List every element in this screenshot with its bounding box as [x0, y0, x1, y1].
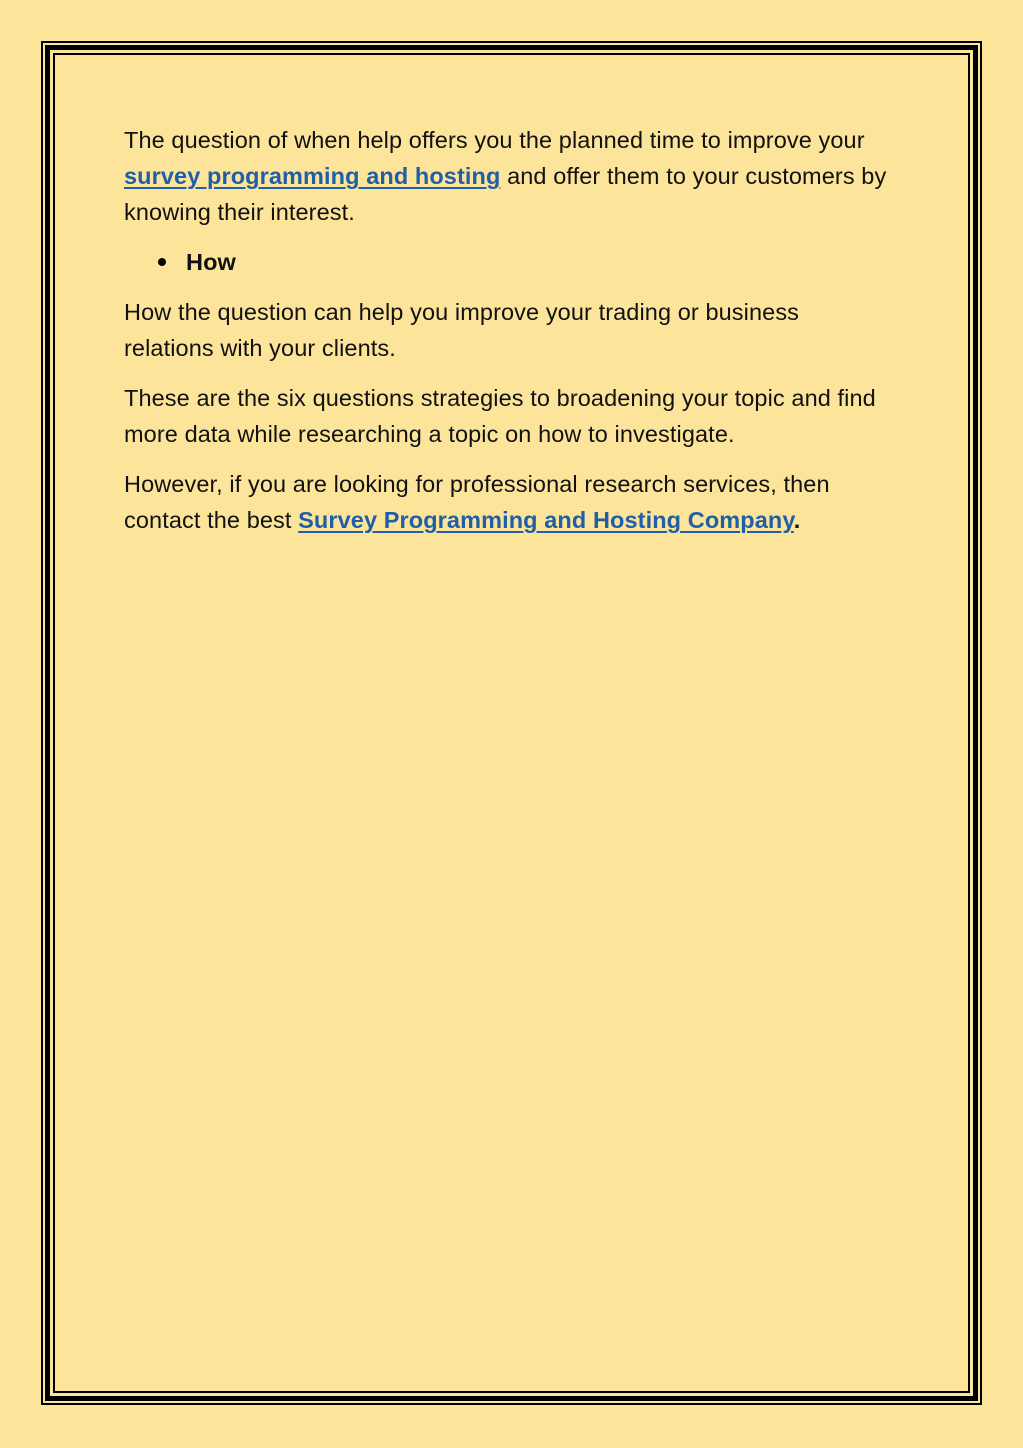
- bullet-item-how: [158, 244, 894, 280]
- paragraph-contact-period: .: [793, 507, 801, 533]
- bullet-icon: [158, 258, 166, 266]
- paragraph-when-text-end: and offer them to your customers by knowing their interest.: [124, 163, 887, 225]
- paragraph-contact-text-start: However, if you are looking for professional research services, then contact the best: [124, 471, 830, 533]
- bullet-label: How: [186, 249, 236, 275]
- paragraph-when: [124, 122, 894, 230]
- paragraph-strategies: These are the six questions strategies to broadening your topic and find more data while researching a topic on how to investigate.: [124, 385, 876, 447]
- paragraph-contact: [124, 466, 894, 538]
- survey-programming-hosting-link[interactable]: survey programming and hosting: [124, 163, 501, 189]
- survey-programming-company-link[interactable]: Survey Programming and Hosting Company: [298, 507, 794, 533]
- document-body: [124, 122, 894, 552]
- paragraph-when-text-start: The question of when help offers you the planned time to improve your: [124, 127, 865, 153]
- paragraph-how: How the question can help you improve your trading or business relations with your clients.: [124, 299, 800, 361]
